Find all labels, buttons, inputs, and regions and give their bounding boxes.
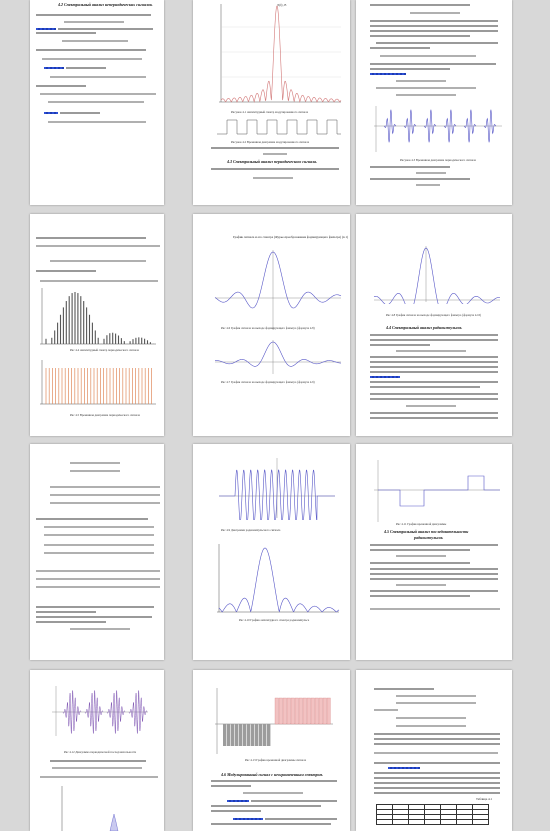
text-line (374, 688, 434, 690)
text-line (211, 168, 339, 170)
spelling-error-underline (233, 818, 263, 820)
formula-line (380, 55, 476, 57)
data-table (376, 804, 489, 825)
formula-line (48, 121, 146, 123)
formula-line (376, 87, 476, 89)
text-line (370, 25, 498, 27)
section-heading: 4.4 Спектральный анализ радиоимпульсов. (386, 325, 463, 330)
formula-line (64, 21, 124, 23)
formula-line (50, 494, 160, 496)
text-line (370, 166, 450, 168)
section-heading: 4.2 Спектральный анализ непериодических сигналов. (58, 2, 153, 7)
section-heading: 4.3 Спектральный анализ периодического сигнала. (227, 159, 317, 164)
text-line (370, 35, 470, 37)
figure-caption: Рисунок 4.1 Амплитудный спектр модулированного сигнала (231, 110, 309, 114)
spelling-error-underline (388, 767, 420, 769)
document-page-7 (30, 444, 164, 660)
text-line (374, 777, 500, 779)
formula-line (44, 534, 154, 536)
radio-pulse-spectrum-figure (215, 542, 341, 614)
document-page-1 (30, 0, 164, 205)
text-line (370, 417, 498, 419)
text-line (211, 147, 339, 149)
formula-line (263, 153, 287, 155)
formula-line (44, 552, 154, 554)
pulse-train-figure (38, 358, 158, 408)
text-line (376, 42, 498, 44)
time-diagram-step-figure (372, 458, 502, 524)
text-line (58, 28, 153, 30)
figure-caption: Рис 4.5 Временная диаграмма периодического сигнала (70, 413, 140, 417)
document-page-3 (356, 0, 512, 205)
text-line (251, 800, 337, 802)
text-line (36, 606, 154, 608)
figure-caption: Рис 4.13 График временной диаграммы сигнала (245, 758, 307, 762)
figure-caption: Рис 4.9 Диаграмма радиоимпульсного сигнала (221, 528, 281, 532)
formula-line (36, 578, 160, 580)
text-line (36, 621, 106, 623)
figure-caption: Рисунок 4.2 Временная диаграмма модулированного сигнала (231, 140, 310, 144)
formula-line (396, 584, 446, 586)
formula-line (406, 405, 456, 407)
text-line (36, 237, 146, 239)
text-line (60, 112, 100, 114)
formula-line (416, 184, 440, 186)
document-page-12 (356, 670, 512, 831)
figure-caption: Рис 4.7 График сигнала на выходе формирующего фильтра (формула 4.9) (221, 380, 315, 384)
text-line (211, 805, 321, 807)
amplitude-spectrum-figure (213, 2, 343, 106)
text-line (374, 787, 500, 789)
spelling-error-underline (227, 800, 249, 802)
text-line (36, 518, 148, 520)
time-diagram-figure (211, 686, 335, 756)
formula-line (44, 544, 154, 546)
text-line (36, 270, 96, 272)
figure-caption: Рис 4.11 График временной диаграммы (396, 522, 447, 526)
modulated-time-figure (215, 116, 343, 138)
formula-line (396, 350, 466, 352)
text-line (374, 762, 500, 764)
spelling-error-underline (370, 376, 400, 378)
formula-line (396, 94, 456, 96)
text-line (370, 393, 498, 395)
formula-line (70, 470, 120, 472)
filter-output-figure-1 (213, 248, 343, 332)
text-line (50, 760, 146, 762)
filter-output-figure-2 (213, 338, 343, 376)
radio-pulse-figure (217, 456, 337, 520)
formula-line (42, 58, 142, 60)
text-line (370, 573, 498, 575)
text-line (36, 32, 96, 34)
text-line (370, 334, 498, 336)
figure-title: График сигнала и его спектра (Фурье-преобразование формирующего фильтра) (4.1) (233, 235, 348, 239)
formula-line (70, 462, 120, 464)
formula-line (396, 702, 476, 704)
document-page-9 (356, 444, 512, 660)
document-page-2 (193, 0, 350, 205)
formula-line (396, 555, 446, 557)
text-line (370, 371, 498, 373)
text-line (370, 361, 498, 363)
text-line (370, 366, 498, 368)
formula-line (36, 570, 160, 572)
formula-line (370, 608, 500, 610)
formula-line (36, 245, 160, 247)
text-line (36, 14, 151, 16)
text-line (374, 772, 500, 774)
document-page-6 (356, 214, 512, 436)
text-line (370, 386, 480, 388)
text-line (370, 339, 498, 341)
bar-spectrum-figure (38, 286, 158, 346)
formula-line (50, 260, 146, 262)
document-page-4 (30, 214, 164, 436)
text-line (370, 578, 498, 580)
formula-line (396, 717, 466, 719)
formula-line (374, 709, 398, 711)
section-heading-continued: радиоимпульсов. (414, 535, 444, 540)
formula-line (40, 776, 158, 778)
text-line (211, 810, 261, 812)
document-page-8 (193, 444, 350, 660)
text-line (36, 611, 96, 613)
spelling-error-underline (44, 67, 64, 69)
figure-label: |S(f)|, В (277, 3, 287, 7)
text-line (370, 412, 498, 414)
text-line (36, 49, 146, 51)
formula-line (52, 767, 142, 769)
formula-line (50, 502, 160, 504)
formula-line (410, 12, 460, 14)
text-line (370, 595, 470, 597)
formula-line (62, 40, 128, 42)
text-line (370, 4, 470, 6)
text-line (211, 780, 337, 782)
text-line (370, 544, 498, 546)
formula-line (40, 280, 158, 282)
text-line (370, 63, 496, 65)
text-line (211, 823, 331, 825)
figure-caption: Рисунок 4.3 Временная диаграмма периодического сигнала (400, 158, 477, 162)
text-line (370, 47, 430, 49)
text-line (36, 616, 152, 618)
text-line (370, 398, 498, 400)
text-line (370, 562, 470, 564)
text-line (374, 782, 500, 784)
text-line (370, 344, 430, 346)
text-line (370, 381, 498, 383)
text-line (211, 785, 251, 787)
filter-output-figure-3 (372, 244, 502, 304)
formula-line (70, 628, 130, 630)
section-heading: 4.6 Модулированный сигнал с неограниченным спектром. (221, 772, 324, 777)
text-line (374, 733, 500, 735)
spelling-error-underline (36, 28, 56, 30)
text-line (370, 356, 498, 358)
formula-line (253, 177, 293, 179)
formula-line (44, 526, 154, 528)
formula-line (374, 752, 498, 754)
formula-line (396, 725, 466, 727)
formula-line (40, 93, 156, 95)
text-line (370, 20, 498, 22)
figure-caption: Рис 4.4 Амплитудный спектр периодического сигнала (70, 348, 140, 352)
formula-line (36, 586, 160, 588)
text-line (374, 792, 500, 794)
periodic-sequence-figure (50, 684, 150, 738)
text-line (370, 178, 470, 180)
spectrum-figure-partial (60, 784, 140, 831)
formula-line (48, 101, 144, 103)
spelling-error-underline (370, 73, 406, 75)
formula-line (243, 792, 303, 794)
figure-caption: Рис 4.10 График амплитудного спектра радиоимпульса (239, 618, 310, 622)
text-line (374, 738, 500, 740)
document-page-11 (193, 670, 350, 831)
formula-line (396, 80, 446, 82)
periodic-signal-figure (372, 104, 504, 154)
figure-caption: Рис 4.8 График сигнала на выходе формирующего фильтра (формула 4.10) (386, 313, 482, 317)
text-line (36, 85, 86, 87)
document-page-5 (193, 214, 350, 436)
figure-caption: Рис 4.12 Диаграмма периодической последовательности (64, 750, 137, 754)
text-line (370, 568, 498, 570)
formula-line (416, 172, 446, 174)
spelling-error-underline (44, 112, 58, 114)
text-line (66, 67, 106, 69)
section-heading: 4.5 Спектральный анализ последовательности (384, 529, 469, 534)
text-line (370, 68, 450, 70)
figure-caption: Рис 4.6 График сигнала на выходе формирующего фильтра (формула 4.8) (221, 326, 315, 330)
text-line (370, 30, 498, 32)
document-page-10 (30, 670, 164, 831)
table-title: Таблица 4.1 (476, 797, 493, 801)
text-line (370, 590, 498, 592)
formula-line (396, 695, 476, 697)
formula-line (50, 76, 146, 78)
formula-line (50, 486, 160, 488)
text-line (265, 818, 337, 820)
text-line (370, 549, 470, 551)
text-line (374, 743, 500, 745)
